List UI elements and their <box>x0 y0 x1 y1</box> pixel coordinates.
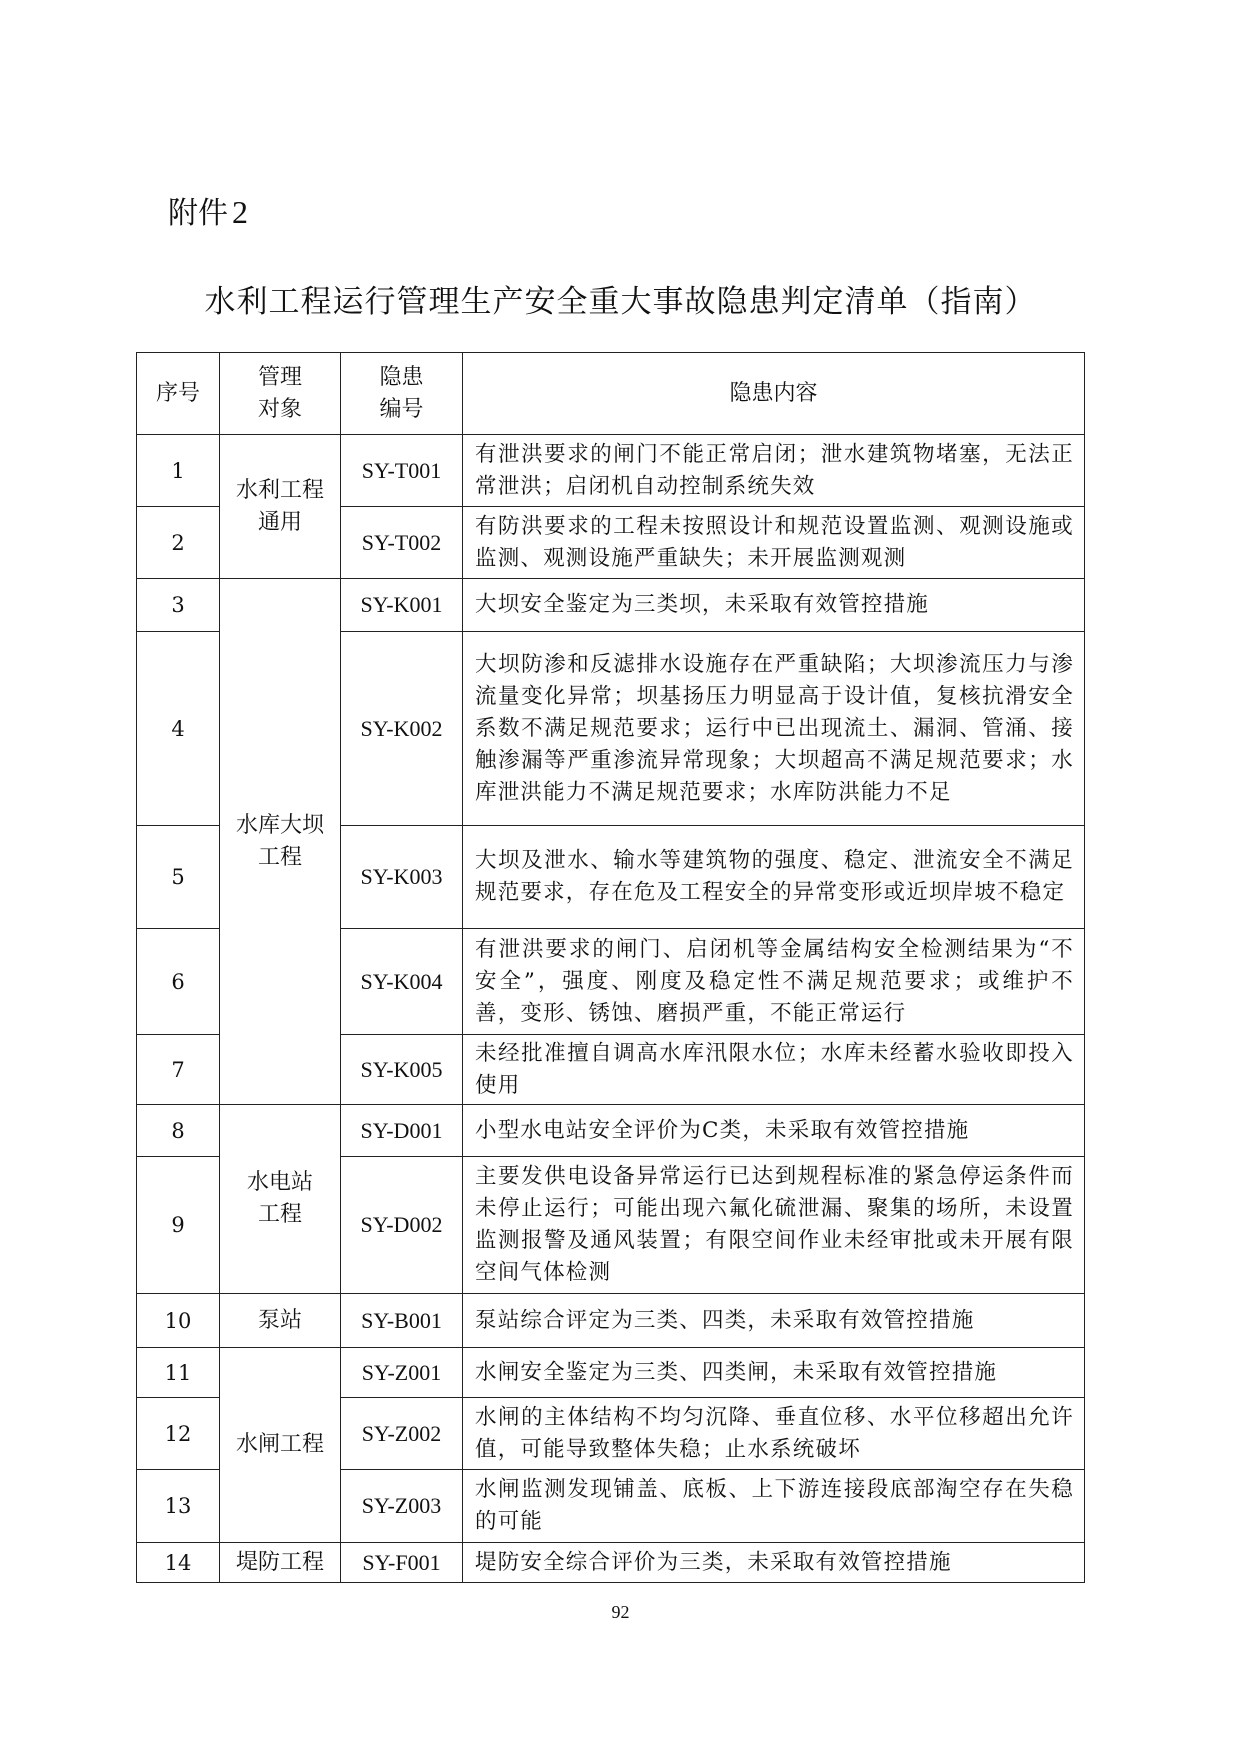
group-cell: 泵站 <box>220 1294 341 1348</box>
row-code: SY-K004 <box>341 929 463 1035</box>
row-seq: 2 <box>137 507 220 579</box>
table-row <box>137 1105 1085 1157</box>
row-seq: 9 <box>137 1157 220 1294</box>
table-row <box>137 1543 1085 1583</box>
row-seq: 8 <box>137 1105 220 1157</box>
row-seq: 14 <box>137 1543 220 1583</box>
table-row <box>137 1348 1085 1398</box>
row-seq: 6 <box>137 929 220 1035</box>
document-title: 水利工程运行管理生产安全重大事故隐患判定清单（指南） <box>204 284 1037 320</box>
row-content: 大坝安全鉴定为三类坝，未采取有效管控措施 <box>463 579 1085 632</box>
row-content: 大坝及泄水、输水等建筑物的强度、稳定、泄流安全不满足规范要求，存在危及工程安全的异常变形或近坝岸坡不稳定 <box>463 826 1085 929</box>
row-seq: 4 <box>137 632 220 826</box>
table-row <box>137 1294 1085 1348</box>
row-content: 水闸监测发现铺盖、底板、上下游连接段底部淘空存在失稳的可能 <box>463 1470 1085 1543</box>
row-content: 水闸安全鉴定为三类、四类闸，未采取有效管控措施 <box>463 1348 1085 1398</box>
header-code <box>341 353 463 435</box>
row-code: SY-K005 <box>341 1035 463 1105</box>
row-seq: 1 <box>137 435 220 507</box>
row-code: SY-K003 <box>341 826 463 929</box>
row-seq: 7 <box>137 1035 220 1105</box>
row-seq: 12 <box>137 1398 220 1470</box>
row-content: 有防洪要求的工程未按照设计和规范设置监测、观测设施或监测、观测设施严重缺失；未开展监测观测 <box>463 507 1085 579</box>
row-content: 主要发供电设备异常运行已达到规程标准的紧急停运条件而未停止运行；可能出现六氟化硫泄漏、聚集的场所，未设置监测报警及通风装置；有限空间作业未经审批或未开展有限空间气体检测 <box>463 1157 1085 1294</box>
header-object <box>220 353 341 435</box>
row-code: SY-F001 <box>341 1543 463 1583</box>
page-number: 92 <box>611 1602 630 1622</box>
row-seq: 5 <box>137 826 220 929</box>
row-code: SY-K001 <box>341 579 463 632</box>
row-content: 有泄洪要求的闸门不能正常启闭；泄水建筑物堵塞，无法正常泄洪；启闭机自动控制系统失效 <box>463 435 1085 507</box>
hazard-table <box>136 352 1085 1583</box>
row-code: SY-Z001 <box>341 1348 463 1398</box>
row-seq: 10 <box>137 1294 220 1348</box>
group-name-line1: 水电站 <box>246 1170 313 1195</box>
row-content: 泵站综合评定为三类、四类，未采取有效管控措施 <box>463 1294 1085 1348</box>
group-cell: 堤防工程 <box>220 1543 341 1583</box>
group-name-line2: 通用 <box>257 509 302 535</box>
row-content: 大坝防渗和反滤排水设施存在严重缺陷；大坝渗流压力与渗流量变化异常；坝基扬压力明显高于设计值，复核抗滑安全系数不满足规范要求；运行中已出现流土、漏洞、管涌、接触渗漏等严重渗流异常现象；大坝超高不满足规范要求；水库泄洪能力不满足规范要求；水库防洪能力不足 <box>463 632 1085 826</box>
header-code-line1: 隐患 <box>379 364 424 390</box>
table-row <box>137 579 1085 632</box>
header-seq: 序号 <box>137 353 220 435</box>
group-cell <box>220 435 341 579</box>
row-content: 堤防安全综合评价为三类，未采取有效管控措施 <box>463 1543 1085 1583</box>
table-row <box>137 435 1085 507</box>
row-content: 有泄洪要求的闸门、启闭机等金属结构安全检测结果为“不安全”，强度、刚度及稳定性不满足规范要求；或维护不善，变形、锈蚀、磨损严重，不能正常运行 <box>463 929 1085 1035</box>
row-seq: 13 <box>137 1470 220 1543</box>
header-content: 隐患内容 <box>463 353 1085 435</box>
attachment-text: 附件 <box>168 196 228 231</box>
row-code: SY-K002 <box>341 632 463 826</box>
group-cell <box>220 579 341 1105</box>
row-content: 小型水电站安全评价为C类，未采取有效管控措施 <box>463 1105 1085 1157</box>
header-object-line1: 管理 <box>257 364 302 390</box>
row-code: SY-T001 <box>341 435 463 507</box>
row-content: 水闸的主体结构不均匀沉降、垂直位移、水平位移超出允许值，可能导致整体失稳；止水系统破坏 <box>463 1398 1085 1470</box>
group-name-line1: 水利工程 <box>235 477 324 503</box>
row-code: SY-T002 <box>341 507 463 579</box>
row-content: 未经批准擅自调高水库汛限水位；水库未经蓄水验收即投入使用 <box>463 1035 1085 1105</box>
row-code: SY-Z003 <box>341 1470 463 1543</box>
header-code-line2: 编号 <box>379 396 424 422</box>
row-code: SY-Z002 <box>341 1398 463 1470</box>
header-object-line2: 对象 <box>257 396 302 422</box>
table-header-row <box>137 353 1085 435</box>
group-name-line1: 水库大坝 <box>235 812 324 838</box>
group-name-line2: 工程 <box>257 1202 302 1227</box>
row-code: SY-D002 <box>341 1157 463 1294</box>
row-code: SY-B001 <box>341 1294 463 1348</box>
row-seq: 3 <box>137 579 220 632</box>
group-cell <box>220 1105 341 1294</box>
row-code: SY-D001 <box>341 1105 463 1157</box>
group-cell: 水闸工程 <box>220 1348 341 1543</box>
row-seq: 11 <box>137 1348 220 1398</box>
attachment-number: 2 <box>232 194 248 230</box>
group-name-line2: 工程 <box>257 844 302 870</box>
attachment-label <box>168 188 248 232</box>
